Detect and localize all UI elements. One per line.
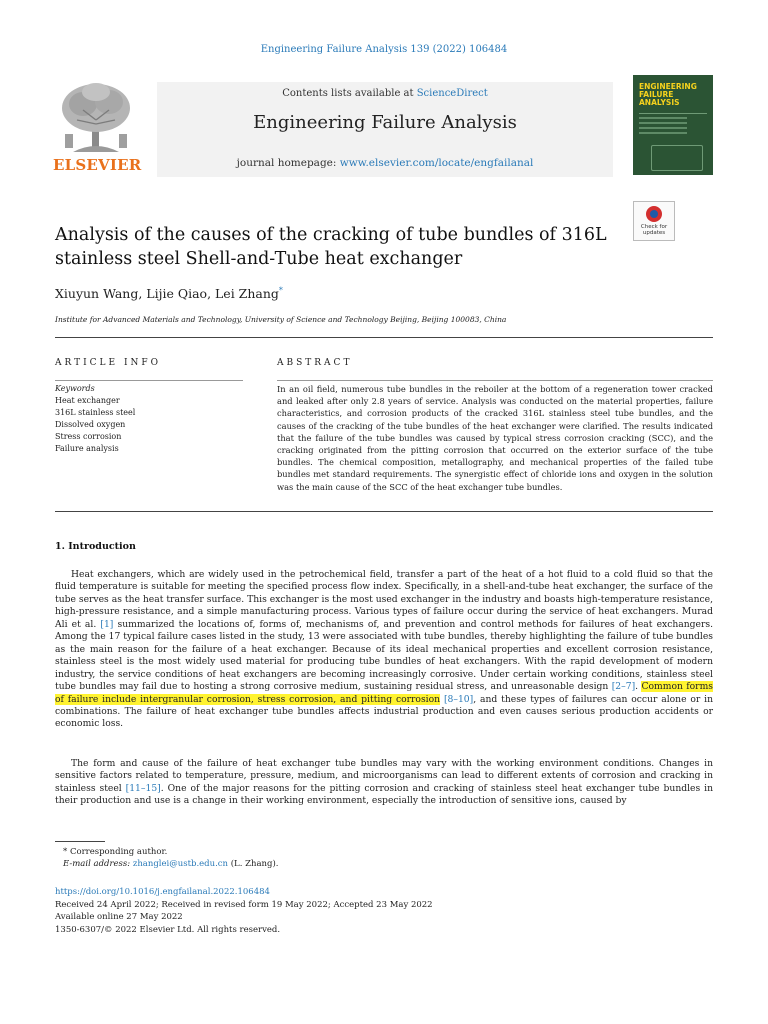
cover-title: ENGINEERING FAILURE ANALYSIS <box>639 82 697 107</box>
check-for-updates-badge[interactable] <box>633 201 675 241</box>
available-online-date: Available online 27 May 2022 <box>55 912 183 922</box>
highlighted-text[interactable]: Common forms of failure include intergranular corrosion, stress corrosion, and pitting corrosion <box>55 681 713 705</box>
paragraph-text: , and these types of failures can occur alone or in combinations. The failure of heat exchanger tube bundles affects industrial production and even causes serious production accidents or economic loss. <box>55 693 714 730</box>
elsevier-wordmark: ELSEVIER <box>53 156 142 174</box>
author-names: Xiuyun Wang, Lijie Qiao, Lei Zhang <box>55 286 279 302</box>
corresponding-author-note: Corresponding author. <box>69 847 168 857</box>
paragraph-text: summarized the locations of, forms of, mechanisms of, and prevention and control methods for failures of heat exchangers. Among the 17 typical failure cases listed in the study, 13 were associated with tube bundles, thereby highlighting the failure of tube bundles as the main reason for the failure of a heat exchanger. Because of its ideal mechanical properties and excellent corrosion resistance, stainless steel is the most widely used material for producing tube bundles of heat exchangers. With the rapid development of modern industry, the service conditions of heat exchangers are becoming increasingly corrosive. Under certain working conditions, stainless steel tube bundles may fail due to hosting a strong corrosive medium, sustaining residual stress, and unreasonable design <box>55 618 713 693</box>
keywords-label: Keywords <box>55 384 95 393</box>
doi-link[interactable]: https://doi.org/10.1016/j.engfailanal.2022.106484 <box>55 887 270 897</box>
contents-line <box>157 88 613 99</box>
keyword-item: Failure analysis <box>55 444 119 453</box>
paragraph-text: The form and cause of the failure of heat exchanger tube bundles may vary with the working environment conditions. Changes in sensitive factors related to temperature, pressure, medium, and microorganisms can lead to different extents of corrosion and cracking in stainless steel <box>55 758 713 794</box>
journal-title: Engineering Failure Analysis <box>253 112 517 133</box>
homepage-line <box>157 157 613 169</box>
affiliation: Institute for Advanced Materials and Technology, University of Science and Technology Beijing, Beijing 100083, China <box>55 315 507 324</box>
check-updates-label: Check for updates <box>640 224 668 236</box>
divider <box>55 337 713 338</box>
reference-link[interactable]: [11–15] <box>125 782 161 794</box>
reference-link[interactable]: [1] <box>100 618 114 630</box>
keyword-item: Heat exchanger <box>55 396 120 405</box>
crossmark-icon <box>646 206 662 222</box>
cover-figure <box>651 145 703 171</box>
journal-citation-link[interactable]: Engineering Failure Analysis 139 (2022) 106484 <box>260 44 508 55</box>
keyword-item: Stress corrosion <box>55 432 122 441</box>
email-label: E-mail address: <box>63 859 131 869</box>
divider <box>55 380 243 381</box>
journal-cover-image[interactable] <box>633 75 713 175</box>
reference-link[interactable]: [2–7] <box>611 681 636 693</box>
email-suffix: (L. Zhang). <box>230 859 279 869</box>
abstract-heading: ABSTRACT <box>277 358 353 368</box>
abstract-text: In an oil field, numerous tube bundles in the reboiler at the bottom of a regeneration tower cracked and leaked after only 2.8 years of service. Analysis was conducted on the material properties, failure characteristics, and corrosion products of the cracked 316L stainless steel tube bundles, and the causes of the cracking of the tube bundles of the heat exchanger were clarified. The results indicated that the failure of the tube bundles was caused by typical stress corrosion cracking (SCC), and the cracking originated from the pitting corrosion that occurred on the exterior surface of the tube bundles. The chemical composition, metallography, and mechanical properties of the failed tube bundles met standard requirements. The synergistic effect of chloride ions and oxygen in the solution was the main cause of the SCC of the heat exchanger tube bundles. <box>277 384 713 492</box>
sciencedirect-link[interactable]: ScienceDirect <box>416 88 488 99</box>
keyword-item: Dissolved oxygen <box>55 420 126 429</box>
divider <box>277 380 713 381</box>
journal-masthead <box>157 82 613 177</box>
footnote <box>55 846 278 870</box>
copyright-notice: 1350-6307/© 2022 Elsevier Ltd. All rights reserved. <box>55 924 281 935</box>
author-list <box>55 286 283 301</box>
article-title: Analysis of the causes of the cracking of tube bundles of 316L stainless steel Shell-and-Tube heat exchanger <box>55 225 607 269</box>
journal-homepage-link[interactable]: www.elsevier.com/locate/engfailanal <box>339 157 534 169</box>
cover-decoration <box>639 113 707 140</box>
paragraph-text: . <box>635 681 642 693</box>
publication-info <box>55 886 433 936</box>
article-info-heading: ARTICLE INFO <box>55 358 162 368</box>
contents-prefix: Contents lists available at <box>282 88 417 99</box>
corresponding-author-mark[interactable]: * <box>278 286 283 295</box>
divider <box>55 511 713 512</box>
paragraph-text: Heat exchangers, which are widely used in the petrochemical field, transfer a part of the heat of a hot fluid to a cold fluid so that the fluid temperature is suitable for meeting the specified process flow index. Specifically, in a shell-and-tube heat exchanger, the surface of the tube serves as the heat transfer surface. This exchanger is the most used exchanger in the industry and boasts high-temperature resistance, high-pressure resistance, and a simple manufacturing process. Various types of failure occur during the service of heat exchangers. Murad Ali et al. <box>55 569 713 630</box>
reference-link[interactable]: [8–10] <box>443 693 474 705</box>
keywords-list <box>55 383 135 455</box>
footnote-mark: * <box>63 847 68 857</box>
paragraph-text: . One of the major reasons for the pitting corrosion and cracking of stainless steel heat exchanger tube bundles in their production and use is a change in their working environment, especially the introduction of sensitive ions, caused by <box>55 782 713 807</box>
intro-paragraph-1 <box>55 569 713 731</box>
intro-paragraph-2 <box>55 758 713 808</box>
footnote-divider <box>55 841 105 842</box>
homepage-prefix: journal homepage: <box>236 157 340 169</box>
keyword-item: 316L stainless steel <box>55 408 136 417</box>
email-link[interactable]: zhanglei@ustb.edu.cn <box>132 859 229 869</box>
section-heading-introduction: 1. Introduction <box>55 541 136 552</box>
received-dates: Received 24 April 2022; Received in revised form 19 May 2022; Accepted 23 May 2022 <box>55 899 433 910</box>
